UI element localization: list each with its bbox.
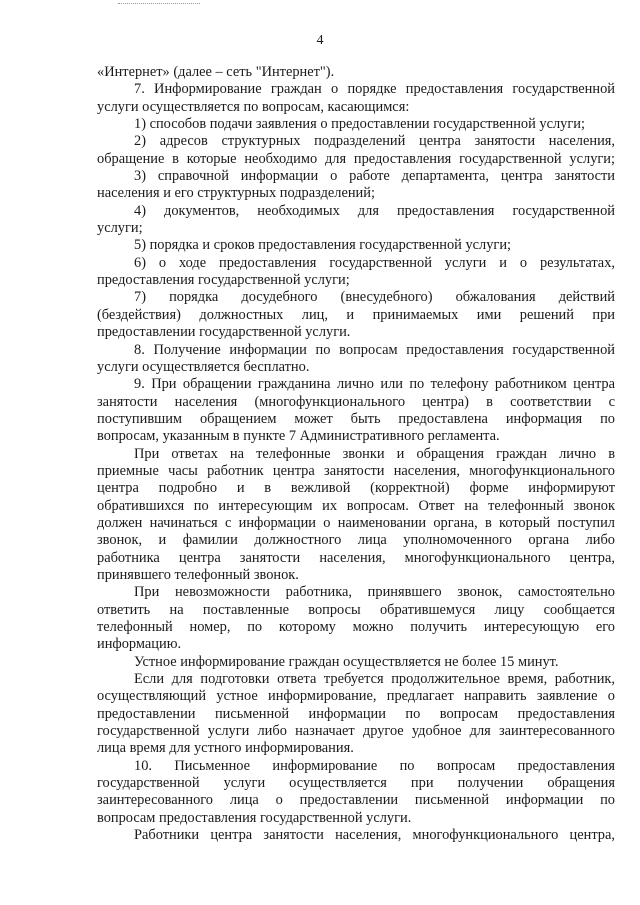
text-line: вопросам предоставления государственной услуги. — [97, 809, 412, 826]
text-line: звонок, и фамилии должностного лица уполномоченного органа либо — [97, 532, 615, 549]
text-line: телефонный номер, по которому можно получить интересующую его — [97, 619, 615, 635]
text-line: государственной услуги либо назначает другое удобное для заинтересованного — [97, 723, 615, 740]
text-line: лица время для устного информирования. — [97, 740, 354, 757]
text-line: предоставлении письменной информации по вопросам предоставления — [97, 705, 615, 722]
text-line: 4) документов, необходимых для предоставления государственной — [134, 202, 615, 219]
text-line: поступившим обращением может быть предоставлена информация по — [97, 410, 615, 427]
text-line: предоставлении государственной услуги. — [97, 324, 351, 341]
text-line: При ответах на телефонные звонки и обращения граждан лично в — [134, 445, 615, 462]
page-number: 4 — [316, 33, 324, 48]
text-line: 9. При обращении гражданина лично или по телефону работником центра — [134, 376, 615, 393]
text-line: 10. Письменное информирование по вопросам предоставления — [134, 757, 615, 774]
text-line: 2) адресов структурных подразделений центра занятости населения, — [134, 133, 615, 150]
text-line: центра подробно и в вежливой (корректной) форме информируют — [97, 480, 615, 497]
text-line: приемные часы работник центра занятости населения, многофункционального — [97, 462, 615, 479]
text-line: Если для подготовки ответа требуется продолжительное время, работник, — [134, 671, 615, 688]
text-line: должен начинаться с информации о наименовании органа, в который поступил — [97, 514, 615, 531]
top-border-mark — [118, 3, 200, 4]
text-line: 1) способов подачи заявления о предоставлении государственной услуги; — [134, 116, 585, 133]
text-line: услуги осуществляется по вопросам, касающимся: — [97, 98, 410, 115]
text-line: Устное информирование граждан осуществляется не более 15 минут. — [134, 653, 559, 670]
text-line: (бездействия) должностных лиц, и принимаемых ими решений при — [97, 306, 615, 323]
text-line: 5) порядка и сроков предоставления государственной услуги; — [134, 237, 512, 254]
text-line: услуги; — [97, 220, 143, 237]
text-line: обратившихся по интересующим их вопросам. Ответ на телефонный звонок — [97, 497, 615, 514]
text-line: ответить на поставленные вопросы обратившемуся лицу сообщается — [97, 601, 615, 618]
text-line: работника центра занятости населения, многофункционального центра, — [97, 549, 615, 566]
text-line: государственной услуги осуществляется при получении обращения — [97, 775, 615, 792]
text-line: Работники центра занятости населения, многофункционального центра, — [134, 827, 615, 844]
text-line: занятости населения (многофункционального центра) в соответствии с — [97, 393, 615, 410]
text-line: 6) о ходе предоставления государственной услуги и о результатах, — [134, 254, 615, 271]
text-line: 8. Получение информации по вопросам предоставления государственной — [134, 341, 615, 358]
text-line: населения и его структурных подразделений; — [97, 185, 375, 202]
text-line: осуществляющий устное информирование, предлагает направить заявление о — [97, 688, 615, 705]
document-body — [97, 64, 615, 844]
text-line: услуги осуществляется бесплатно. — [97, 358, 310, 375]
text-line: «Интернет» (далее – сеть "Интернет"). — [97, 64, 335, 80]
text-line: 7) порядка досудебного (внесудебного) обжалования действий — [134, 289, 615, 306]
text-line: 3) справочной информации о работе департамента, центра занятости — [134, 168, 615, 185]
text-line: вопросам, указанным в пункте 7 Административного регламента. — [97, 428, 500, 445]
text-line: обращение в которые необходимо для предоставления государственной услуги; — [97, 150, 615, 167]
text-line: предоставления государственной услуги; — [97, 272, 350, 289]
text-line: заинтересованного лица о предоставлении письменной информации по — [97, 792, 615, 809]
text-line: информацию. — [97, 636, 182, 653]
text-line: При невозможности работника, принявшего звонок, самостоятельно — [134, 584, 615, 601]
text-line: 7. Информирование граждан о порядке предоставления государственной — [134, 81, 615, 98]
text-line: принявшего телефонный звонок. — [97, 566, 299, 583]
